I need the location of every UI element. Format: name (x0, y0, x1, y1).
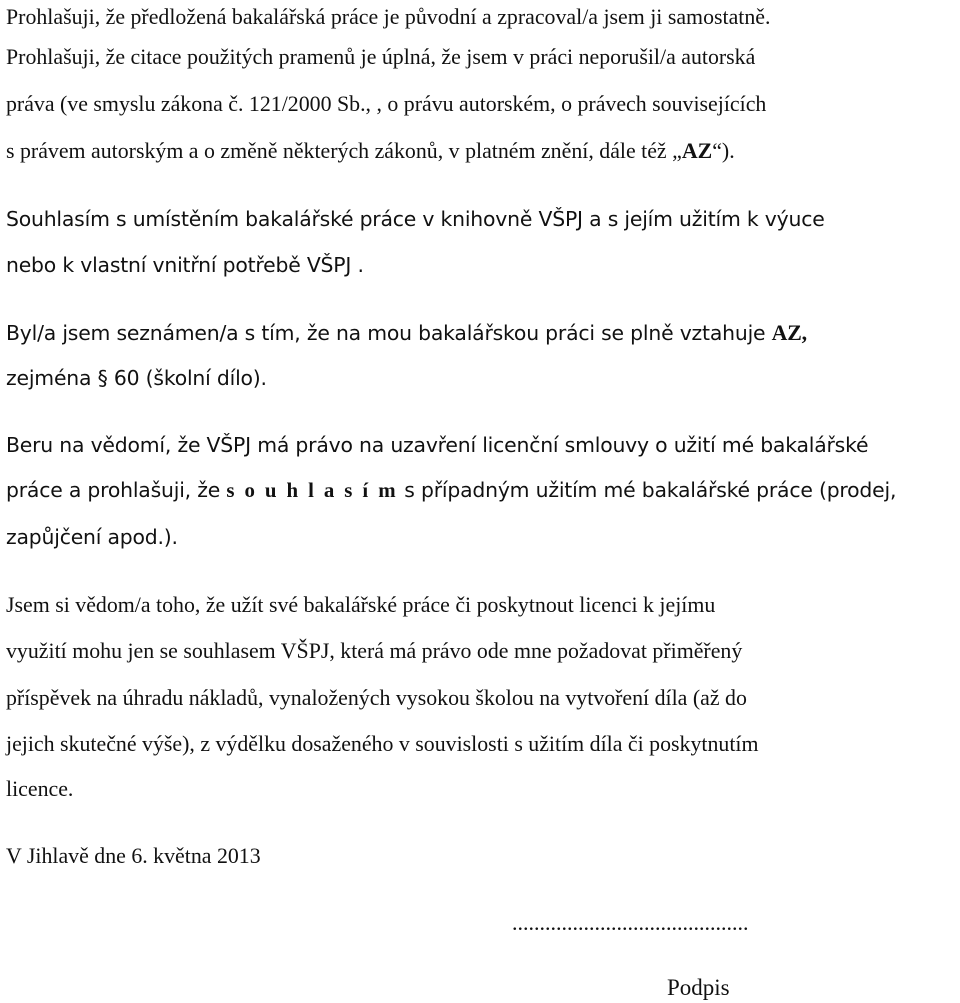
p3-az-abbreviation: AZ, (771, 320, 807, 345)
p4-line-1: Beru na vědomí, že VŠPJ má právo na uzavření licenční smlouvy o užití mé bakalářské (6, 433, 869, 457)
p5-line-2: využití mohu jen se souhlasem VŠPJ, která má právo ode mne požadovat přiměřený (6, 638, 743, 663)
p4-line-3: zapůjčení apod.). (6, 525, 178, 549)
souhlasim-emphasis: s o u h l a s í m (226, 478, 398, 502)
p5-line-4: jejich skutečné výše), z výdělku dosaženého v souvislosti s užitím díla či poskytnutím (6, 731, 759, 756)
p2-line-1: Souhlasím s umístěním bakalářské práce v knihovně VŠPJ a s jejím užitím k výuce (6, 207, 825, 231)
p4-line-2-end: s případným užitím mé bakalářské práce (prodej, (404, 478, 897, 502)
p1-line-1: Prohlašuji, že předložená bakalářská práce je původní a zpracoval/a jsem ji samostatně. (6, 4, 771, 29)
p4-line-2 (6, 475, 950, 505)
p1-line-2: Prohlašuji, že citace použitých pramenů je úplná, že jsem v práci neporušil/a autorská (6, 44, 756, 69)
p3-line-1 (6, 318, 950, 348)
p5-line-1: Jsem si vědom/a toho, že užít své bakalářské práce či poskytnout licenci k jejímu (6, 592, 716, 617)
signature-label: Podpis (667, 975, 730, 1000)
p4-line-2-start: práce a prohlašuji, že (6, 478, 221, 502)
p1-line-3: práva (ve smyslu zákona č. 121/2000 Sb., , o právu autorském, o právech souvisejících (6, 91, 767, 116)
place-and-date: V Jihlavě dne 6. května 2013 (6, 843, 261, 868)
p3-line-1-text: Byl/a jsem seznámen/a s tím, že na mou bakalářskou práci se plně vztahuje (6, 321, 766, 345)
p5-line-5: licence. (6, 776, 74, 801)
p3-line-2: zejména § 60 (školní dílo). (6, 366, 267, 390)
p1-line-4 (6, 136, 950, 166)
p2-line-2: nebo k vlastní vnitřní potřebě VŠPJ . (6, 253, 364, 277)
p5-line-3: příspěvek na úhradu nákladů, vynaložených vysokou školou na vytvoření díla (až do (6, 685, 747, 710)
signature-line: ........................................... (512, 910, 749, 935)
p1-line-4-text: s právem autorským a o změně některých zákonů, v platném znění, dále též „ (6, 138, 682, 163)
p1-line-4-end: “). (712, 138, 735, 163)
az-abbreviation: AZ (681, 138, 713, 163)
